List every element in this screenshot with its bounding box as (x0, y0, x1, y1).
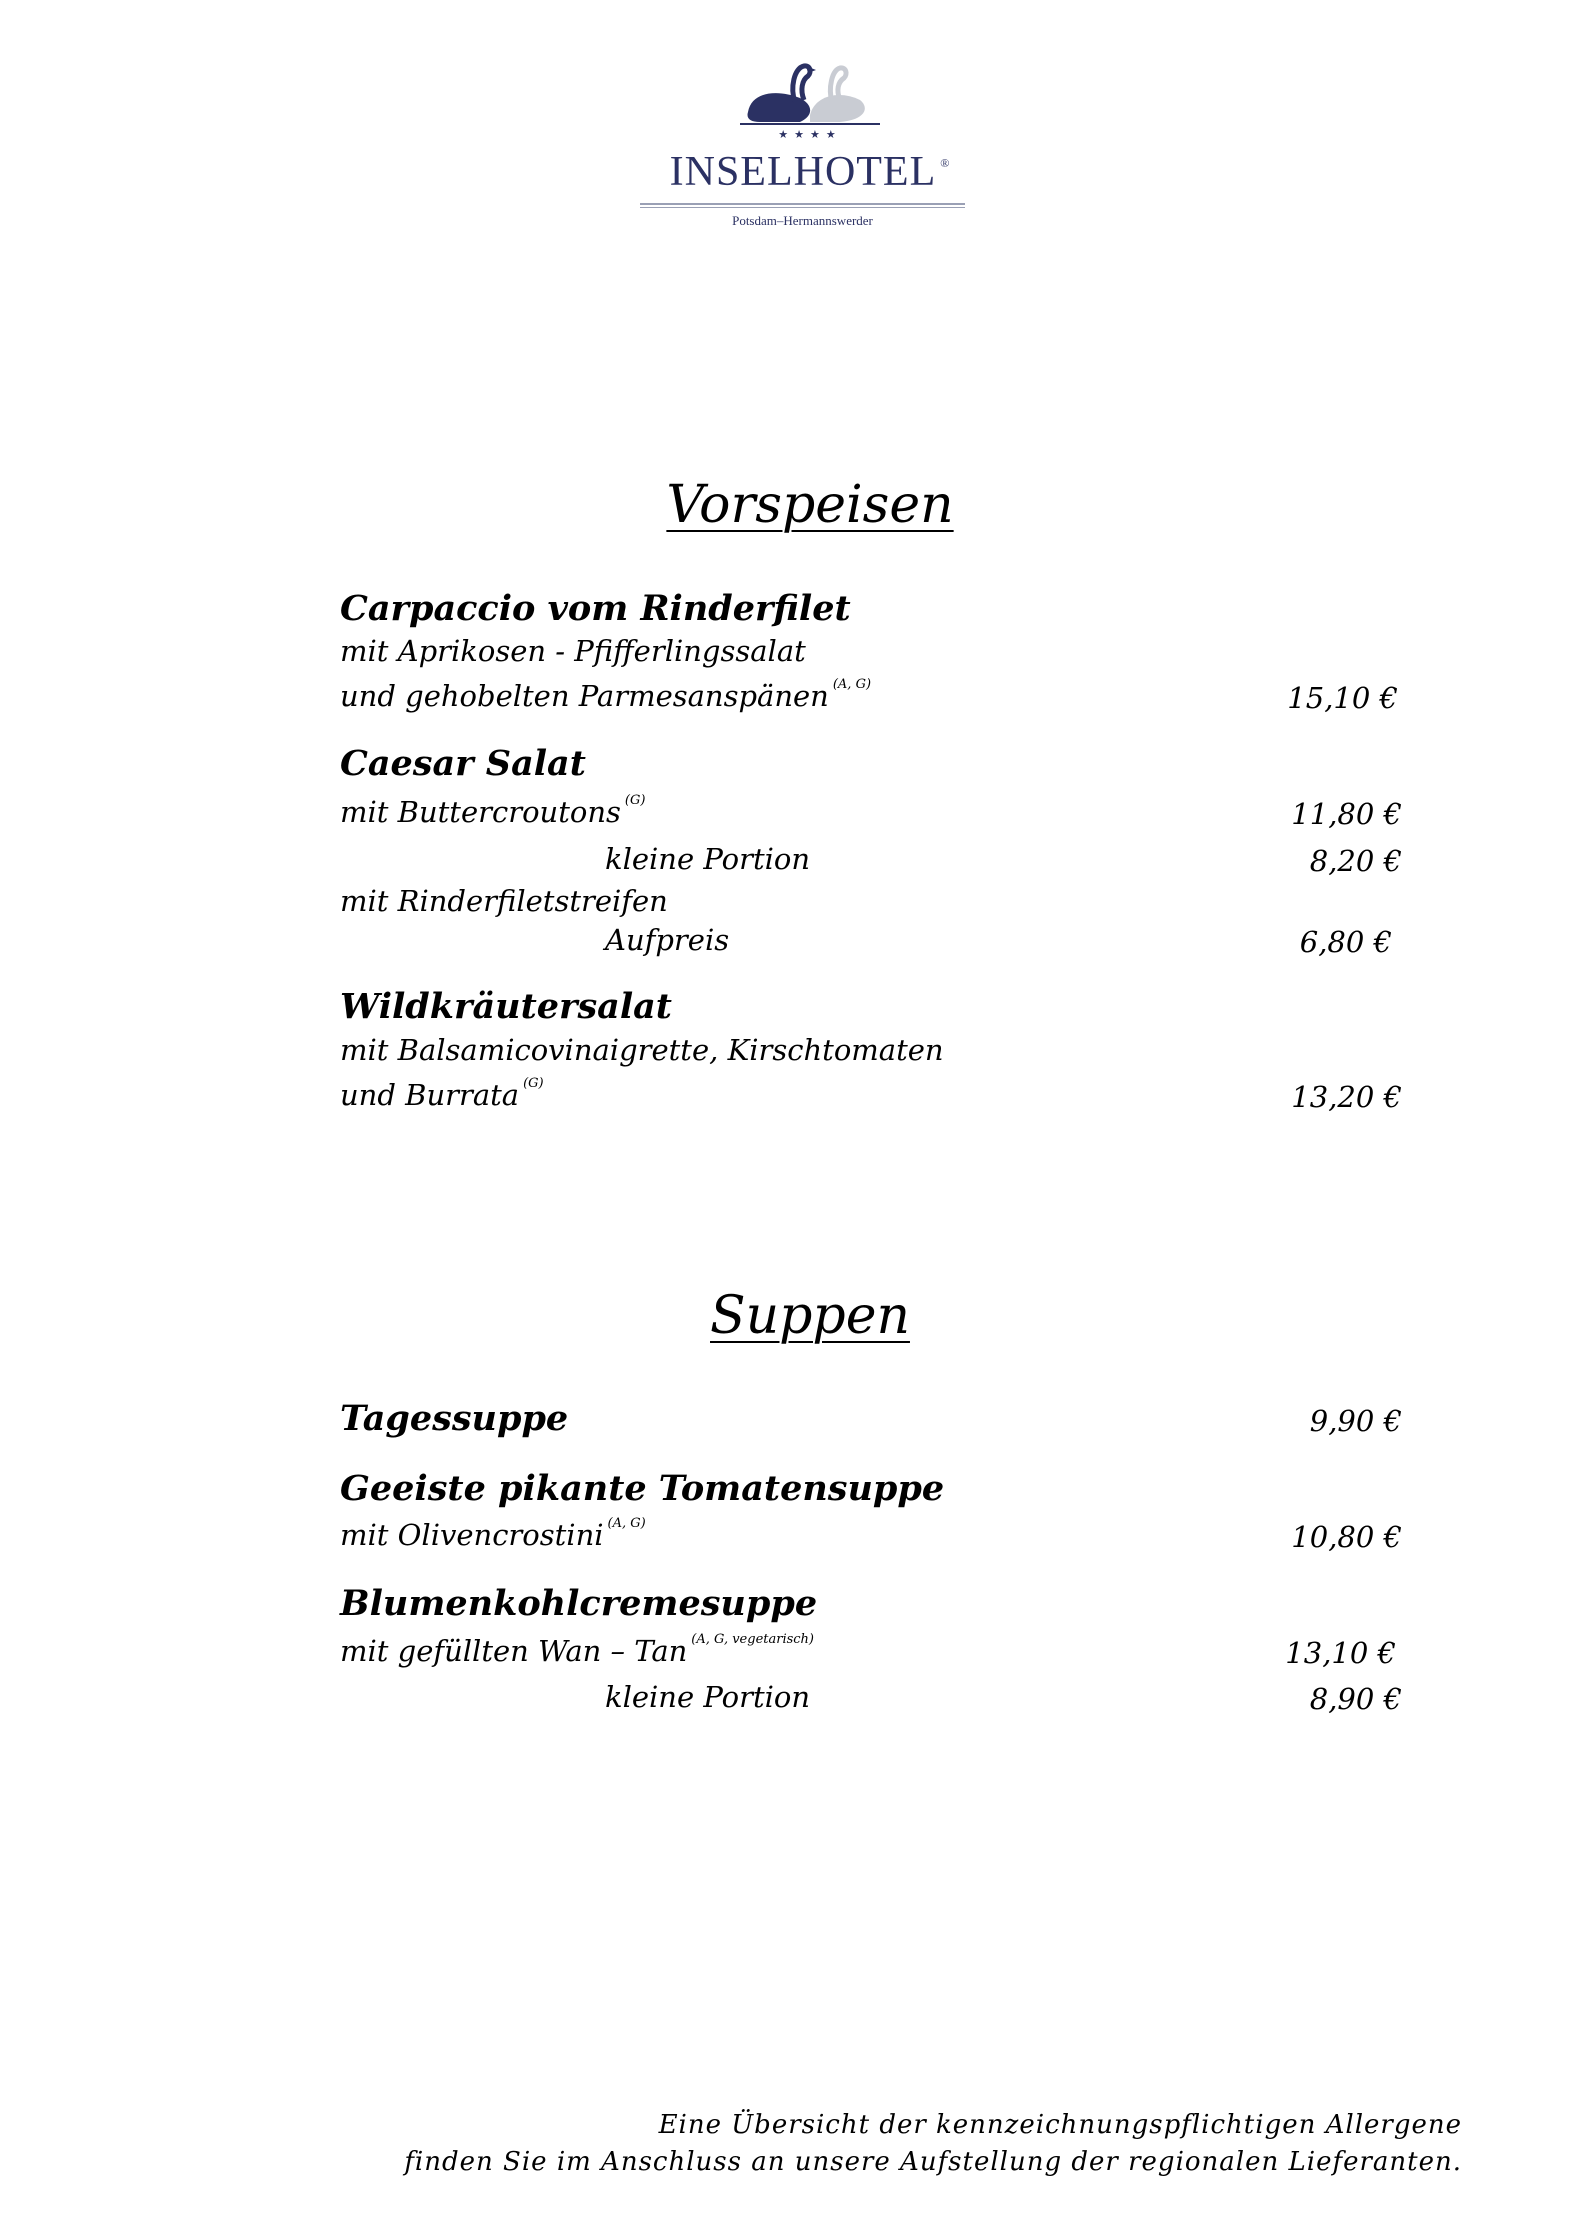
item-description-text: mit gefüllten Wan – Tan (340, 1634, 688, 1668)
item-description-text: und Burrata (340, 1078, 520, 1112)
item-description-text: und gehobelten Parmesanspänen (340, 679, 829, 713)
section-heading-vorspeisen: Vorspeisen (666, 475, 954, 535)
swan-logo-icon (740, 60, 880, 130)
item-price: 9,90 € (1309, 1404, 1402, 1438)
allergen-codes: (G) (523, 1076, 544, 1091)
logo-name-text: INSELHOTEL (669, 149, 937, 195)
logo-rule-thin (640, 207, 965, 208)
allergen-codes: (A, G) (607, 1516, 646, 1531)
surcharge-label: Aufpreis (605, 923, 730, 957)
item-description-2 (340, 679, 871, 713)
small-portion-price: 8,90 € (1309, 1682, 1402, 1716)
item-price: 11,80 € (1291, 797, 1402, 831)
item-price: 10,80 € (1291, 1520, 1402, 1554)
item-title: Carpaccio vom Rinderfilet (340, 588, 851, 629)
item-description (340, 1518, 646, 1552)
item-price: 15,10 € (1287, 681, 1398, 715)
item-title: Geeiste pikante Tomatensuppe (340, 1468, 945, 1509)
logo-stars: ★★★★ (778, 128, 842, 141)
item-price: 13,10 € (1285, 1636, 1396, 1670)
item-title: Blumenkohlcremesuppe (340, 1583, 818, 1624)
footer-line-1: Eine Übersicht der kennzeichnungspflichtigen Allergene (658, 2110, 1462, 2140)
item-description: mit Balsamicovinaigrette, Kirschtomaten (340, 1033, 944, 1067)
surcharge-price: 6,80 € (1299, 925, 1392, 959)
item-description-2 (340, 1078, 544, 1112)
section-heading-suppen: Suppen (710, 1286, 910, 1346)
item-description-text: mit Olivencrostini (340, 1518, 604, 1552)
allergen-codes: (A, G, vegetarisch) (691, 1632, 815, 1647)
logo-subtitle: Potsdam–Hermannswerder (732, 213, 873, 228)
item-description-text: mit Buttercroutons (340, 795, 621, 829)
small-portion-label: kleine Portion (605, 842, 811, 876)
small-portion-label: kleine Portion (605, 1680, 811, 1714)
logo-name (630, 148, 990, 196)
item-description (340, 1634, 814, 1668)
item-description (340, 795, 645, 829)
item-title: Wildkräutersalat (340, 986, 672, 1027)
footer-line-2: finden Sie im Anschluss an unsere Aufstellung der regionalen Lieferanten. (404, 2147, 1462, 2177)
extra-description: mit Rinderfiletstreifen (340, 884, 668, 918)
registered-mark: ® (940, 156, 951, 170)
item-price: 13,20 € (1291, 1080, 1402, 1114)
item-title: Tagessuppe (340, 1398, 569, 1439)
logo-rule (640, 203, 965, 205)
allergen-codes: (A, G) (832, 677, 872, 692)
item-description: mit Aprikosen - Pfifferlingssalat (340, 634, 806, 668)
small-portion-price: 8,20 € (1309, 844, 1402, 878)
item-title: Caesar Salat (340, 743, 586, 784)
allergen-codes: (G) (624, 793, 646, 808)
